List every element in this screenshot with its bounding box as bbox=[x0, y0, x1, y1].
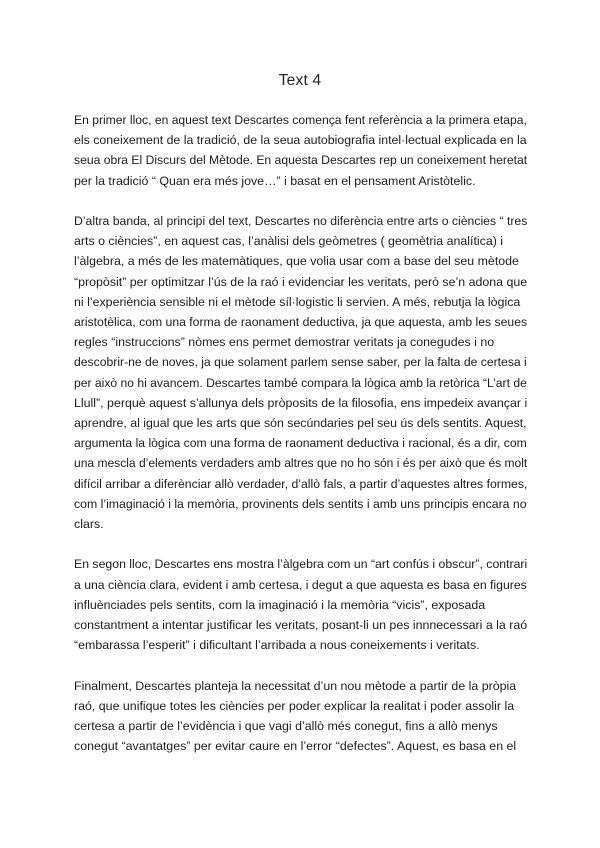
text-line: “propòsit” per optimitzar l’ús de la raó i evidenciar les veritats, però se’n adona que bbox=[74, 274, 528, 289]
text-line: una mescla d’elements verdaders amb altres que no ho són i és per això que és molt bbox=[74, 456, 528, 471]
text-line: regles “instruccions” nòmes ens permet demostrar veritats ja conegudes i no bbox=[74, 335, 495, 350]
text-line: descobrir-ne de noves, ja que solament parlem sense saber, per la falta de certesa i bbox=[74, 355, 527, 370]
text-line: argumenta la lògica com una forma de raonament deductiva i racional, és a dir, com bbox=[74, 436, 527, 451]
text-line: com l’imaginació i la memòria, provinents dels sentits i amb uns principis encara no bbox=[74, 496, 527, 511]
text-line: constantment a intentar justificar les veritats, posant-li un pes innnecessari a la raó bbox=[74, 618, 528, 633]
text-line: En primer lloc, en aquest text Descartes comença fent referència a la primera etapa, bbox=[74, 113, 527, 127]
text-line: per això no hi avancem. Descartes també compara la lògica amb la retòrica “L’art de bbox=[74, 375, 527, 390]
text-line: els coneixement de la tradició, de la seua autobiografia intel·lectual explicada en la bbox=[74, 133, 527, 148]
document-body bbox=[74, 110, 527, 777]
text-line: raó, que unifique totes les ciències per poder explicar la realitat i poder assolir la bbox=[74, 698, 515, 713]
text-line: certesa a partir de l’evidència i que vagi d’allò més conegut, fins a allò menys bbox=[74, 719, 498, 734]
page-title: Text 4 bbox=[278, 72, 322, 89]
paragraph-2 bbox=[74, 211, 527, 534]
text-line: a una ciència clara, evident i amb certesa, i degut a que aquesta es basa en figures bbox=[74, 577, 527, 592]
text-line: aristotèlica, com una forma de raonament deductiva, ja que aquesta, amb les seues bbox=[74, 315, 528, 330]
text-line: l’àlgebra, a més de les matemàtiques, que volia usar com a base del seu mètode bbox=[74, 254, 519, 269]
text-line: aprendre, al igual que les arts que són secúndaries pel seu ús dels sentits. Aquest, bbox=[74, 416, 527, 431]
text-line: seua obra El Discurs del Mètode. En aquesta Descartes rep un coneixement heretat bbox=[74, 153, 528, 168]
text-line: clars. bbox=[74, 517, 104, 532]
text-line: “embarassa l’esperit” i dificultant l’arribada a nous coneixements i veritats. bbox=[74, 638, 480, 653]
text-line: D’altra banda, al principi del text, Descartes no diferència entre arts o ciències “ tres bbox=[74, 214, 528, 228]
text-line: conegut “avantatges” per evitar caure en l’error “defectes”. Aquest, es basa en el bbox=[74, 739, 517, 754]
paragraph-1 bbox=[74, 110, 527, 191]
text-line: Llull”, perquè aquest s’allunya dels pròposits de la filosofia, ens impedeix avançar i bbox=[74, 395, 528, 410]
text-line: per la tradició “ Quan era més jove…” i basat en el pensament Aristòtelic. bbox=[74, 173, 476, 188]
text-line: influènciades pels sentits, com la imaginació i la memòria “vicis”, exposada bbox=[74, 597, 486, 612]
paragraph-4 bbox=[74, 676, 527, 757]
text-line: ni l’experiència sensible ni el mètode síl·logistic li servien. A més, rebutja la lògica bbox=[74, 294, 521, 309]
text-line: difícil arribar a diferènciar allò verdader, d’allò fals, a partir d’aquestes altres formes, bbox=[74, 476, 528, 491]
text-line: arts o ciències”, en aquest cas, l’anàlisi dels geòmetres ( geomètria analítica) i bbox=[74, 234, 504, 249]
text-line: Finalment, Descartes planteja la necessitat d’un nou mètode a partir de la pròpia bbox=[74, 678, 517, 693]
text-line: En segon lloc, Descartes ens mostra l’àlgebra com un “art confús i obscur”, contrari bbox=[74, 557, 528, 572]
paragraph-3 bbox=[74, 554, 527, 655]
